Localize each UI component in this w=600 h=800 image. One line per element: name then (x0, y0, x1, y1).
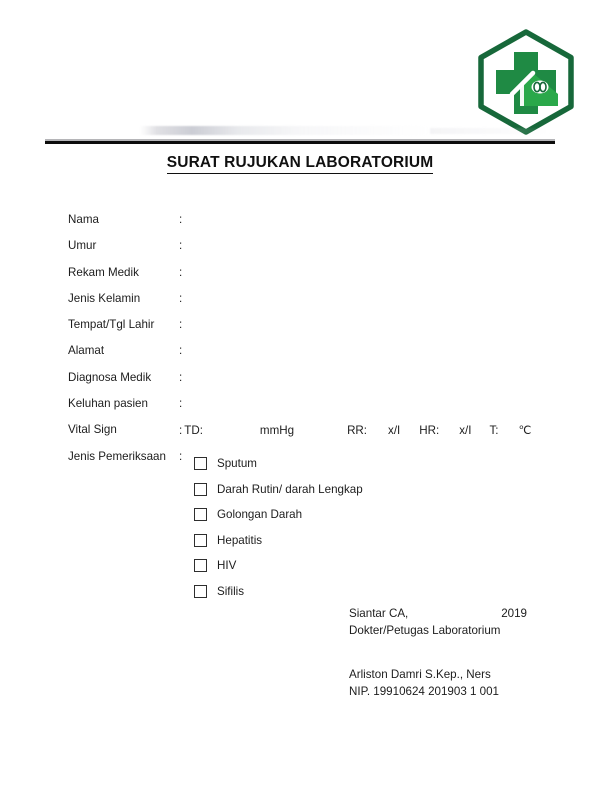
field-separator-rekam-medik: : (179, 265, 183, 279)
field-label-nama: Nama (68, 213, 99, 226)
checkbox-row-sifilis[interactable] (194, 579, 363, 605)
checkbox-sputum[interactable] (194, 457, 207, 470)
field-separator-jenis-pemeriksaan: : (179, 449, 183, 463)
signature-name: Arliston Damri S.Kep., Ners (349, 668, 491, 681)
vital-hr-label: HR: (419, 424, 440, 438)
field-label-keluhan-pasien: Keluhan pasien (68, 397, 148, 411)
header-divider (45, 141, 555, 144)
checkbox-label-golongan-darah: Golongan Darah (217, 508, 303, 522)
checkbox-row-darah-rutin[interactable] (194, 477, 363, 503)
checkbox-label-sputum: Sputum (217, 457, 257, 471)
field-separator-jenis-kelamin: : (179, 291, 183, 305)
field-label-tempat-tgl-lahir: Tempat/Tgl Lahir (68, 318, 155, 332)
signature-year: 2019 (501, 607, 527, 620)
checkbox-label-sifilis: Sifilis (217, 584, 245, 598)
field-label-rekam-medik: Rekam Medik (68, 265, 139, 279)
field-separator-umur: : (179, 239, 183, 253)
signature-place-block (349, 606, 527, 639)
field-label-diagnosa-medik: Diagnosa Medik (68, 370, 152, 384)
field-row-nama (68, 213, 568, 239)
vital-sign-separator: : (179, 424, 183, 438)
page-title-text: SURAT RUJUKAN LABORATORIUM (167, 154, 434, 174)
field-label-vital-sign: Vital Sign (68, 423, 117, 437)
field-label-jenis-pemeriksaan: Jenis Pemeriksaan (68, 449, 166, 463)
vital-rr-label: RR: (347, 424, 368, 438)
checkbox-label-darah-rutin: Darah Rutin/ darah Lengkap (217, 482, 363, 496)
signature-nip: NIP. 19910624 201903 1 001 (349, 684, 499, 698)
signature-place: Siantar CA, (349, 607, 409, 620)
field-label-umur: Umur (68, 239, 97, 253)
checkbox-row-hepatitis[interactable] (194, 528, 363, 554)
field-label-jenis-kelamin: Jenis Kelamin (68, 291, 141, 305)
hospital-cross-hexagon-icon (472, 28, 580, 136)
field-row-jenis-kelamin (68, 292, 568, 318)
field-separator-tempat-tgl-lahir: : (179, 318, 183, 332)
field-label-alamat: Alamat (68, 344, 105, 358)
vital-t-unit: ℃ (518, 424, 532, 438)
checkbox-golongan-darah[interactable] (194, 508, 207, 521)
checkbox-row-hiv[interactable] (194, 553, 363, 579)
checkbox-row-golongan-darah[interactable] (194, 502, 363, 528)
vital-sign-values (179, 423, 568, 437)
field-row-keluhan-pasien (68, 397, 568, 423)
vital-td-label: TD: (184, 424, 203, 438)
field-row-tempat-tgl-lahir (68, 318, 568, 344)
page-title (0, 154, 600, 172)
checkbox-label-hiv: HIV (217, 559, 237, 573)
examination-checkbox-list (194, 451, 363, 604)
field-row-umur (68, 239, 568, 265)
signature-name-block (349, 667, 499, 700)
vital-hr-unit: x/I (459, 424, 472, 438)
field-separator-nama: : (179, 213, 183, 226)
vital-t-label: T: (489, 424, 499, 438)
field-row-alamat (68, 344, 568, 370)
scan-artifact-smudge (140, 126, 430, 135)
checkbox-row-sputum[interactable] (194, 451, 363, 477)
field-separator-diagnosa-medik: : (179, 370, 183, 384)
patient-info-form (68, 213, 568, 476)
signature-role: Dokter/Petugas Laboratorium (349, 623, 501, 637)
checkbox-hepatitis[interactable] (194, 534, 207, 547)
vital-rr-unit: x/I (388, 424, 401, 438)
field-row-vital-sign (68, 423, 568, 449)
field-row-rekam-medik (68, 266, 568, 292)
field-separator-alamat: : (179, 344, 183, 358)
checkbox-darah-rutin[interactable] (194, 483, 207, 496)
signature-place-line (349, 606, 527, 623)
checkbox-hiv[interactable] (194, 559, 207, 572)
field-row-diagnosa-medik (68, 371, 568, 397)
field-separator-keluhan-pasien: : (179, 397, 183, 411)
hospital-logo (472, 28, 580, 136)
checkbox-sifilis[interactable] (194, 585, 207, 598)
vital-td-unit: mmHg (259, 424, 295, 438)
checkbox-label-hepatitis: Hepatitis (217, 533, 263, 547)
